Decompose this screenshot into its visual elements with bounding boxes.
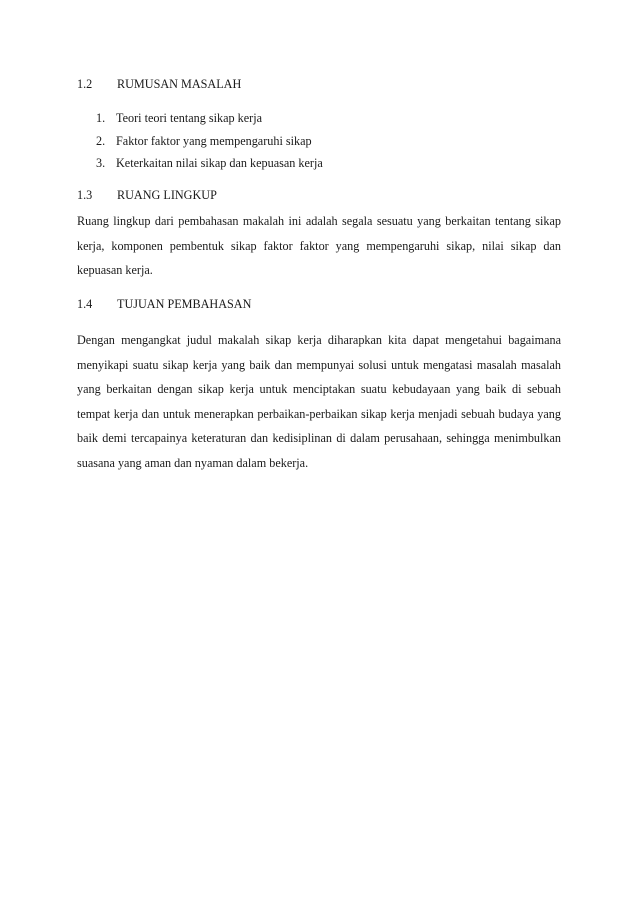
list-item-text: Faktor faktor yang mempengaruhi sikap <box>116 133 312 148</box>
problem-list <box>96 110 323 178</box>
list-item <box>96 155 323 178</box>
tujuan-pembahasan-paragraph: Dengan mengangkat judul makalah sikap kerja diharapkan kita dapat mengetahui bagaimana menyikapi suatu sikap kerja yang baik dan mempunyai solusi untuk mengatasi masalah masalah yang berkaitan dengan sikap kerja untuk menciptakan suatu kebudayaan yang baik di sebuah tempat kerja dan untuk menerapkan perbaikan-perbaikan sikap kerja menjadi sebuah budaya yang baik demi tercapainya keteraturan dan kedisiplinan di dalam perusahaan, sehingga menimbulkan suasana yang aman dan nyaman dalam bekerja. <box>77 333 561 470</box>
section-title: RUMUSAN MASALAH <box>117 77 242 91</box>
list-item-text: Teori teori tentang sikap kerja <box>116 111 263 125</box>
section-title: RUANG LINGKUP <box>117 188 217 202</box>
section-number: 1.2 <box>77 77 93 91</box>
ruang-lingkup-paragraph: Ruang lingkup dari pembahasan makalah ini adalah segala sesuatu yang berkaitan tentang sikap kerja, komponen pembentuk sikap faktor faktor yang mempengaruhi sikap, nilai sikap dan kepuasan kerja. <box>77 214 561 277</box>
section-number: 1.4 <box>77 297 93 311</box>
section-title: TUJUAN PEMBAHASAN <box>117 297 252 311</box>
list-item-index: 1. <box>96 111 106 125</box>
list-item-index: 3. <box>96 156 106 170</box>
section-heading-rumusan-masalah <box>77 76 241 92</box>
list-item <box>96 110 323 133</box>
section-heading-ruang-lingkup <box>77 187 217 203</box>
section-heading-tujuan-pembahasan <box>77 296 251 312</box>
list-item-text: Keterkaitan nilai sikap dan kepuasan kerja <box>116 156 323 170</box>
list-item-index: 2. <box>96 133 106 148</box>
section-number: 1.3 <box>77 188 93 202</box>
list-item <box>96 133 323 156</box>
